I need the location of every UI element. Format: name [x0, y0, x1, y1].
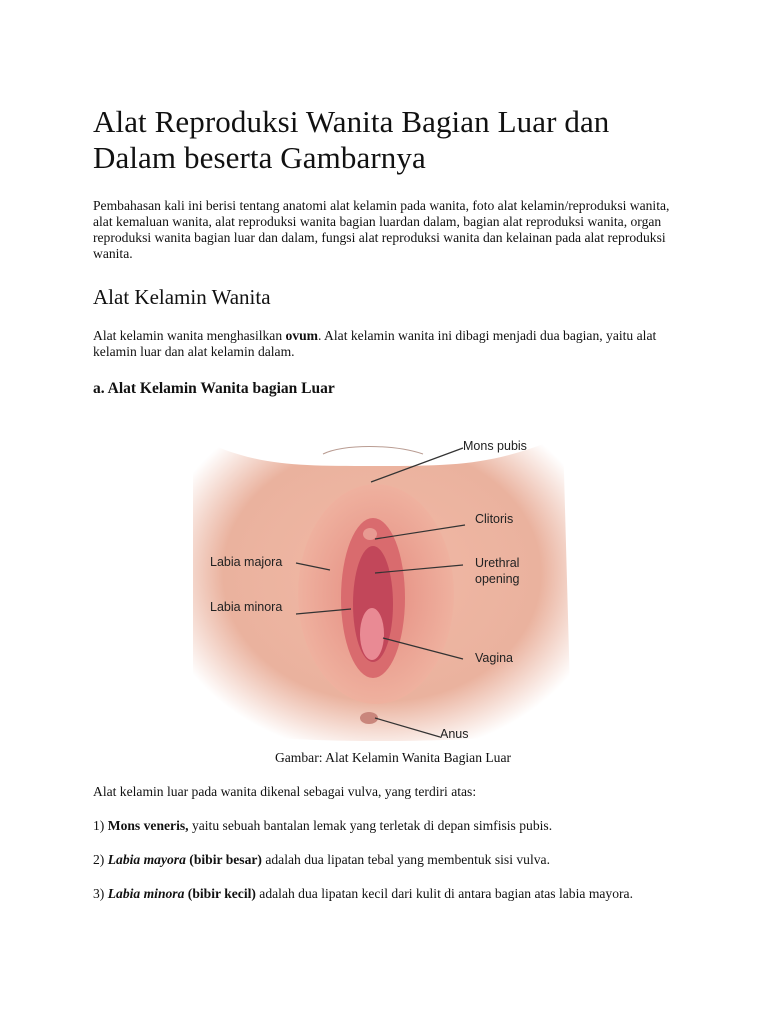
label-anus: Anus	[440, 727, 469, 741]
list-intro: Alat kelamin luar pada wanita dikenal sebagai vulva, yang terdiri atas:	[93, 784, 477, 799]
item-term: Labia minora	[107, 886, 185, 901]
list-item	[93, 886, 673, 902]
section-heading: Alat Kelamin Wanita	[93, 285, 271, 309]
section-paragraph	[93, 328, 673, 360]
hair-line	[323, 447, 423, 455]
list-item	[93, 818, 673, 834]
label-labia-minora: Labia minora	[210, 600, 283, 614]
figure-caption: Gambar: Alat Kelamin Wanita Bagian Luar	[274, 750, 512, 765]
article	[93, 104, 673, 902]
label-mons-pubis: Mons pubis	[463, 439, 527, 453]
section-paragraph-text-2: . Alat kelamin wanita ini dibagi menjadi dua bagian, yaitu alat kelamin luar dan alat kelamin dalam.	[93, 328, 657, 359]
item-term: Labia mayora	[107, 852, 186, 867]
vagina-shape	[360, 608, 384, 660]
item-text: adalah dua lipatan tebal yang membentuk sisi vulva.	[261, 852, 550, 867]
item-number: 1)	[93, 818, 108, 833]
label-urethral: Urethral	[475, 556, 520, 570]
item-number: 2)	[93, 852, 108, 867]
ovum-term: ovum	[285, 328, 319, 343]
intro-paragraph: Pembahasan kali ini berisi tentang anatomi alat kelamin pada wanita, foto alat kelamin/reproduksi wanita, alat kemaluan wanita, alat reproduksi wanita bagian luardan dalam, bagian alat reproduksi wanita, organ reproduksi wanita bagian luar dan dalam, fungsi alat reproduksi wanita dan kelainan pada alat reproduksi wanita.	[93, 198, 670, 261]
item-note: (bibir besar)	[185, 852, 262, 867]
list-item	[93, 852, 673, 868]
item-note: (bibir kecil)	[184, 886, 256, 901]
subsection-heading: a. Alat Kelamin Wanita bagian Luar	[93, 380, 335, 397]
label-clitoris: Clitoris	[475, 512, 514, 526]
item-text: adalah dua lipatan kecil dari kulit di antara bagian atas labia mayora.	[255, 886, 633, 901]
label-opening: opening	[475, 572, 520, 586]
page-title: Alat Reproduksi Wanita Bagian Luar dan Dalam beserta Gambarnya	[93, 104, 610, 175]
section-paragraph-text-1: Alat kelamin wanita menghasilkan	[93, 328, 286, 343]
label-labia-majora: Labia majora	[210, 555, 283, 569]
item-term: Mons veneris,	[107, 818, 189, 833]
label-vagina: Vagina	[475, 651, 513, 665]
anatomy-illustration	[93, 426, 673, 746]
item-text: yaitu sebuah bantalan lemak yang terletak di depan simfisis pubis.	[188, 818, 553, 833]
item-number: 3)	[93, 886, 108, 901]
anatomy-figure	[93, 426, 673, 746]
clitoris-shape	[363, 528, 377, 540]
